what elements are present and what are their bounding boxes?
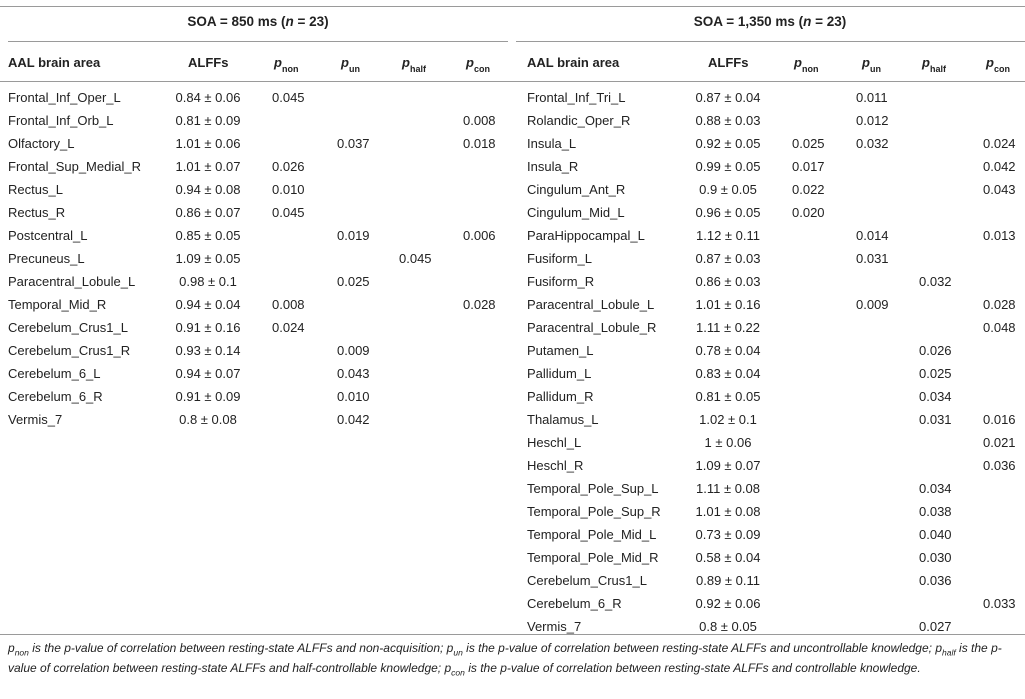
cell-p-non: 0.020 — [792, 205, 825, 220]
cell-p-half: 0.030 — [919, 550, 952, 565]
header-p-non-1-symbol: p — [794, 55, 802, 70]
cell-area: Cerebelum_6_L — [8, 366, 101, 381]
cell-area: Cingulum_Mid_L — [527, 205, 625, 220]
cell-p-half: 0.032 — [919, 274, 952, 289]
cell-area: Rectus_L — [8, 182, 63, 197]
header-p-con-1-symbol: p — [986, 55, 994, 70]
cell-area: Temporal_Pole_Mid_R — [527, 550, 659, 565]
cell-alffs: 1.01 ± 0.08 — [695, 504, 761, 519]
cell-p-half: 0.025 — [919, 366, 952, 381]
cell-p-half: 0.045 — [399, 251, 432, 266]
cell-p-half: 0.034 — [919, 481, 952, 496]
cell-alffs: 1.11 ± 0.22 — [696, 320, 760, 335]
cell-p-un: 0.019 — [337, 228, 370, 243]
cell-alffs: 0.92 ± 0.06 — [695, 596, 761, 611]
cell-area: Insula_R — [527, 159, 579, 174]
cell-area: Temporal_Pole_Mid_L — [527, 527, 657, 542]
cell-area: Heschl_R — [527, 458, 584, 473]
cell-area: Temporal_Pole_Sup_L — [527, 481, 659, 496]
group-title-1350: SOA = 1,350 ms (n = 23) — [693, 14, 847, 29]
cell-p-non: 0.024 — [272, 320, 305, 335]
cell-area: Heschl_L — [527, 435, 582, 450]
cell-area: Temporal_Pole_Sup_R — [527, 504, 661, 519]
cell-area: Insula_L — [527, 136, 577, 151]
top-rule — [0, 6, 1025, 7]
cell-area: Olfactory_L — [8, 136, 75, 151]
cell-p-half: 0.038 — [919, 504, 952, 519]
cell-area: Frontal_Inf_Tri_L — [527, 90, 626, 105]
cell-alffs: 0.89 ± 0.11 — [696, 573, 760, 588]
cell-alffs: 0.87 ± 0.04 — [695, 90, 761, 105]
group-rule-1350 — [516, 41, 1025, 42]
cell-p-half: 0.040 — [919, 527, 952, 542]
cell-p-con: 0.018 — [463, 136, 496, 151]
cell-alffs: 0.94 ± 0.07 — [175, 366, 241, 381]
header-p-non-0-symbol: p — [274, 55, 282, 70]
cell-area: Cerebelum_Crus1_L — [527, 573, 647, 588]
cell-p-non: 0.022 — [792, 182, 825, 197]
header-p-con-1-subscript: con — [993, 63, 1010, 74]
cell-alffs: 1.12 ± 0.11 — [696, 228, 760, 243]
cell-area: Putamen_L — [527, 343, 594, 358]
cell-alffs: 0.73 ± 0.09 — [695, 527, 761, 542]
header-p-con-0-symbol: p — [466, 55, 474, 70]
cell-p-non: 0.045 — [272, 90, 305, 105]
cell-p-un: 0.014 — [856, 228, 889, 243]
cell-alffs: 0.81 ± 0.05 — [695, 389, 761, 404]
cell-p-con: 0.043 — [983, 182, 1016, 197]
cell-p-un: 0.012 — [856, 113, 889, 128]
footnote-p-subscript: un — [453, 647, 463, 658]
cell-p-con: 0.028 — [463, 297, 496, 312]
cell-area: Vermis_7 — [527, 619, 582, 634]
footnote-p-symbol: p — [444, 660, 452, 675]
header-p-un-1 — [862, 55, 881, 73]
cell-p-con: 0.006 — [463, 228, 496, 243]
cell-alffs: 0.94 ± 0.04 — [175, 297, 241, 312]
cell-p-con: 0.008 — [463, 113, 496, 128]
footnote-text: is the p-value of correlation between resting-state ALFFs and non-acquisition; — [28, 641, 447, 655]
cell-area: Pallidum_L — [527, 366, 592, 381]
cell-p-con: 0.024 — [983, 136, 1016, 151]
header-p-un-1-symbol: p — [862, 55, 870, 70]
cell-area: Frontal_Inf_Oper_L — [8, 90, 121, 105]
cell-area: Postcentral_L — [8, 228, 88, 243]
cell-alffs: 0.58 ± 0.04 — [695, 550, 761, 565]
cell-alffs: 0.85 ± 0.05 — [175, 228, 241, 243]
cell-area: Frontal_Sup_Medial_R — [8, 159, 141, 174]
cell-area: Vermis_7 — [8, 412, 63, 427]
footnote-p-symbol: p — [8, 641, 15, 655]
cell-alffs: 0.83 ± 0.04 — [695, 366, 761, 381]
cell-area: Rolandic_Oper_R — [527, 113, 631, 128]
cell-alffs: 0.86 ± 0.03 — [695, 274, 761, 289]
cell-p-un: 0.010 — [337, 389, 370, 404]
group-title-850: SOA = 850 ms (n = 23) — [187, 14, 329, 29]
cell-p-half: 0.026 — [919, 343, 952, 358]
cell-p-non: 0.025 — [792, 136, 825, 151]
cell-p-non: 0.010 — [272, 182, 305, 197]
cell-alffs: 0.91 ± 0.09 — [175, 389, 241, 404]
cell-area: Cerebelum_Crus1_R — [8, 343, 131, 358]
cell-p-con: 0.021 — [983, 435, 1016, 450]
cell-p-un: 0.031 — [856, 251, 889, 266]
cell-p-half: 0.036 — [919, 573, 952, 588]
cell-area: Temporal_Mid_R — [8, 297, 107, 312]
header-area-0: AAL brain area — [8, 55, 101, 70]
cell-p-non: 0.008 — [272, 297, 305, 312]
header-p-un-1-subscript: un — [869, 63, 881, 74]
header-rule — [0, 81, 1025, 82]
cell-alffs: 0.9 ± 0.05 — [699, 182, 757, 197]
footnote-text: is the p-value of correlation between resting-state ALFFs and half-controllable knowledge; — [8, 641, 1002, 675]
cell-alffs: 0.99 ± 0.05 — [695, 159, 761, 174]
cell-alffs: 0.8 ± 0.05 — [699, 619, 757, 634]
cell-alffs: 1.11 ± 0.08 — [696, 481, 760, 496]
cell-p-un: 0.025 — [337, 274, 370, 289]
header-p-non-0 — [274, 55, 298, 73]
header-alffs-1: ALFFs — [708, 55, 749, 70]
header-p-con-1 — [986, 55, 1010, 73]
cell-area: Fusiform_R — [527, 274, 595, 289]
cell-alffs: 0.78 ± 0.04 — [695, 343, 761, 358]
cell-p-con: 0.016 — [983, 412, 1016, 427]
cell-p-un: 0.043 — [337, 366, 370, 381]
footnote-p-subscript: non — [14, 647, 29, 658]
header-p-con-0 — [466, 55, 490, 73]
cell-p-un: 0.011 — [856, 90, 888, 105]
cell-alffs: 0.84 ± 0.06 — [175, 90, 241, 105]
header-p-half-0-subscript: half — [409, 63, 426, 74]
header-p-half-0-symbol: p — [402, 55, 410, 70]
cell-area: Frontal_Inf_Orb_L — [8, 113, 114, 128]
cell-area: Paracentral_Lobule_L — [8, 274, 136, 289]
cell-area: ParaHippocampal_L — [527, 228, 645, 243]
cell-p-half: 0.027 — [919, 619, 952, 634]
cell-area: Precuneus_L — [8, 251, 85, 266]
cell-p-non: 0.017 — [792, 159, 825, 174]
cell-alffs: 0.86 ± 0.07 — [175, 205, 241, 220]
cell-p-con: 0.042 — [983, 159, 1016, 174]
cell-alffs: 0.96 ± 0.05 — [695, 205, 761, 220]
table-footnote — [8, 641, 1018, 681]
header-p-non-1-subscript: non — [801, 63, 819, 74]
cell-area: Paracentral_Lobule_L — [527, 297, 655, 312]
cell-p-half: 0.031 — [919, 412, 952, 427]
header-alffs-0: ALFFs — [188, 55, 229, 70]
cell-p-non: 0.045 — [272, 205, 305, 220]
header-p-half-0 — [402, 55, 426, 73]
header-p-half-1-symbol: p — [922, 55, 930, 70]
header-area-1: AAL brain area — [527, 55, 620, 70]
cell-area: Thalamus_L — [527, 412, 599, 427]
cell-alffs: 1.09 ± 0.05 — [175, 251, 241, 266]
cell-alffs: 0.91 ± 0.16 — [175, 320, 241, 335]
cell-alffs: 0.92 ± 0.05 — [695, 136, 761, 151]
cell-alffs: 0.88 ± 0.03 — [695, 113, 761, 128]
header-p-half-1 — [922, 55, 946, 73]
cell-p-un: 0.032 — [856, 136, 889, 151]
cell-alffs: 1.02 ± 0.1 — [699, 412, 757, 427]
footnote-p-symbol: p — [446, 641, 454, 655]
header-p-half-1-subscript: half — [929, 63, 946, 74]
cell-area: Cingulum_Ant_R — [527, 182, 626, 197]
header-p-non-1 — [794, 55, 818, 73]
cell-alffs: 0.93 ± 0.14 — [175, 343, 241, 358]
cell-p-half: 0.034 — [919, 389, 952, 404]
header-p-un-0 — [341, 55, 360, 73]
footnote-text: is the p-value of correlation between resting-state ALFFs and controllable knowledge. — [464, 660, 921, 675]
header-p-un-0-subscript: un — [348, 63, 360, 74]
cell-alffs: 0.87 ± 0.03 — [695, 251, 761, 266]
cell-p-con: 0.028 — [983, 297, 1016, 312]
header-p-non-0-subscript: non — [281, 63, 299, 74]
cell-p-con: 0.048 — [983, 320, 1016, 335]
cell-alffs: 1.09 ± 0.07 — [695, 458, 761, 473]
bottom-rule — [0, 634, 1025, 635]
cell-p-con: 0.036 — [983, 458, 1016, 473]
cell-area: Cerebelum_6_R — [527, 596, 622, 611]
cell-p-con: 0.013 — [983, 228, 1016, 243]
cell-alffs: 0.98 ± 0.1 — [179, 274, 237, 289]
cell-alffs: 0.81 ± 0.09 — [175, 113, 241, 128]
header-p-un-0-symbol: p — [341, 55, 349, 70]
cell-alffs: 0.8 ± 0.08 — [179, 412, 237, 427]
cell-p-un: 0.009 — [856, 297, 889, 312]
cell-p-non: 0.026 — [272, 159, 305, 174]
header-p-con-0-subscript: con — [473, 63, 490, 74]
cell-p-un: 0.042 — [337, 412, 370, 427]
cell-area: Rectus_R — [8, 205, 66, 220]
footnote-p-subscript: half — [942, 647, 956, 658]
cell-area: Cerebelum_Crus1_L — [8, 320, 128, 335]
footnote-p-symbol: p — [935, 641, 942, 655]
cell-p-un: 0.037 — [337, 136, 370, 151]
cell-alffs: 1.01 ± 0.07 — [175, 159, 241, 174]
cell-p-un: 0.009 — [337, 343, 370, 358]
cell-area: Pallidum_R — [527, 389, 594, 404]
group-rule-850 — [8, 41, 508, 42]
cell-alffs: 1.01 ± 0.06 — [175, 136, 241, 151]
cell-alffs: 0.94 ± 0.08 — [175, 182, 241, 197]
cell-alffs: 1.01 ± 0.16 — [695, 297, 761, 312]
cell-p-con: 0.033 — [983, 596, 1016, 611]
cell-area: Fusiform_L — [527, 251, 593, 266]
cell-alffs: 1 ± 0.06 — [704, 435, 752, 450]
footnote-p-subscript: con — [451, 667, 465, 678]
cell-area: Paracentral_Lobule_R — [527, 320, 657, 335]
cell-area: Cerebelum_6_R — [8, 389, 103, 404]
footnote-text: is the p-value of correlation between resting-state ALFFs and uncontrollable knowledge; — [462, 641, 936, 655]
